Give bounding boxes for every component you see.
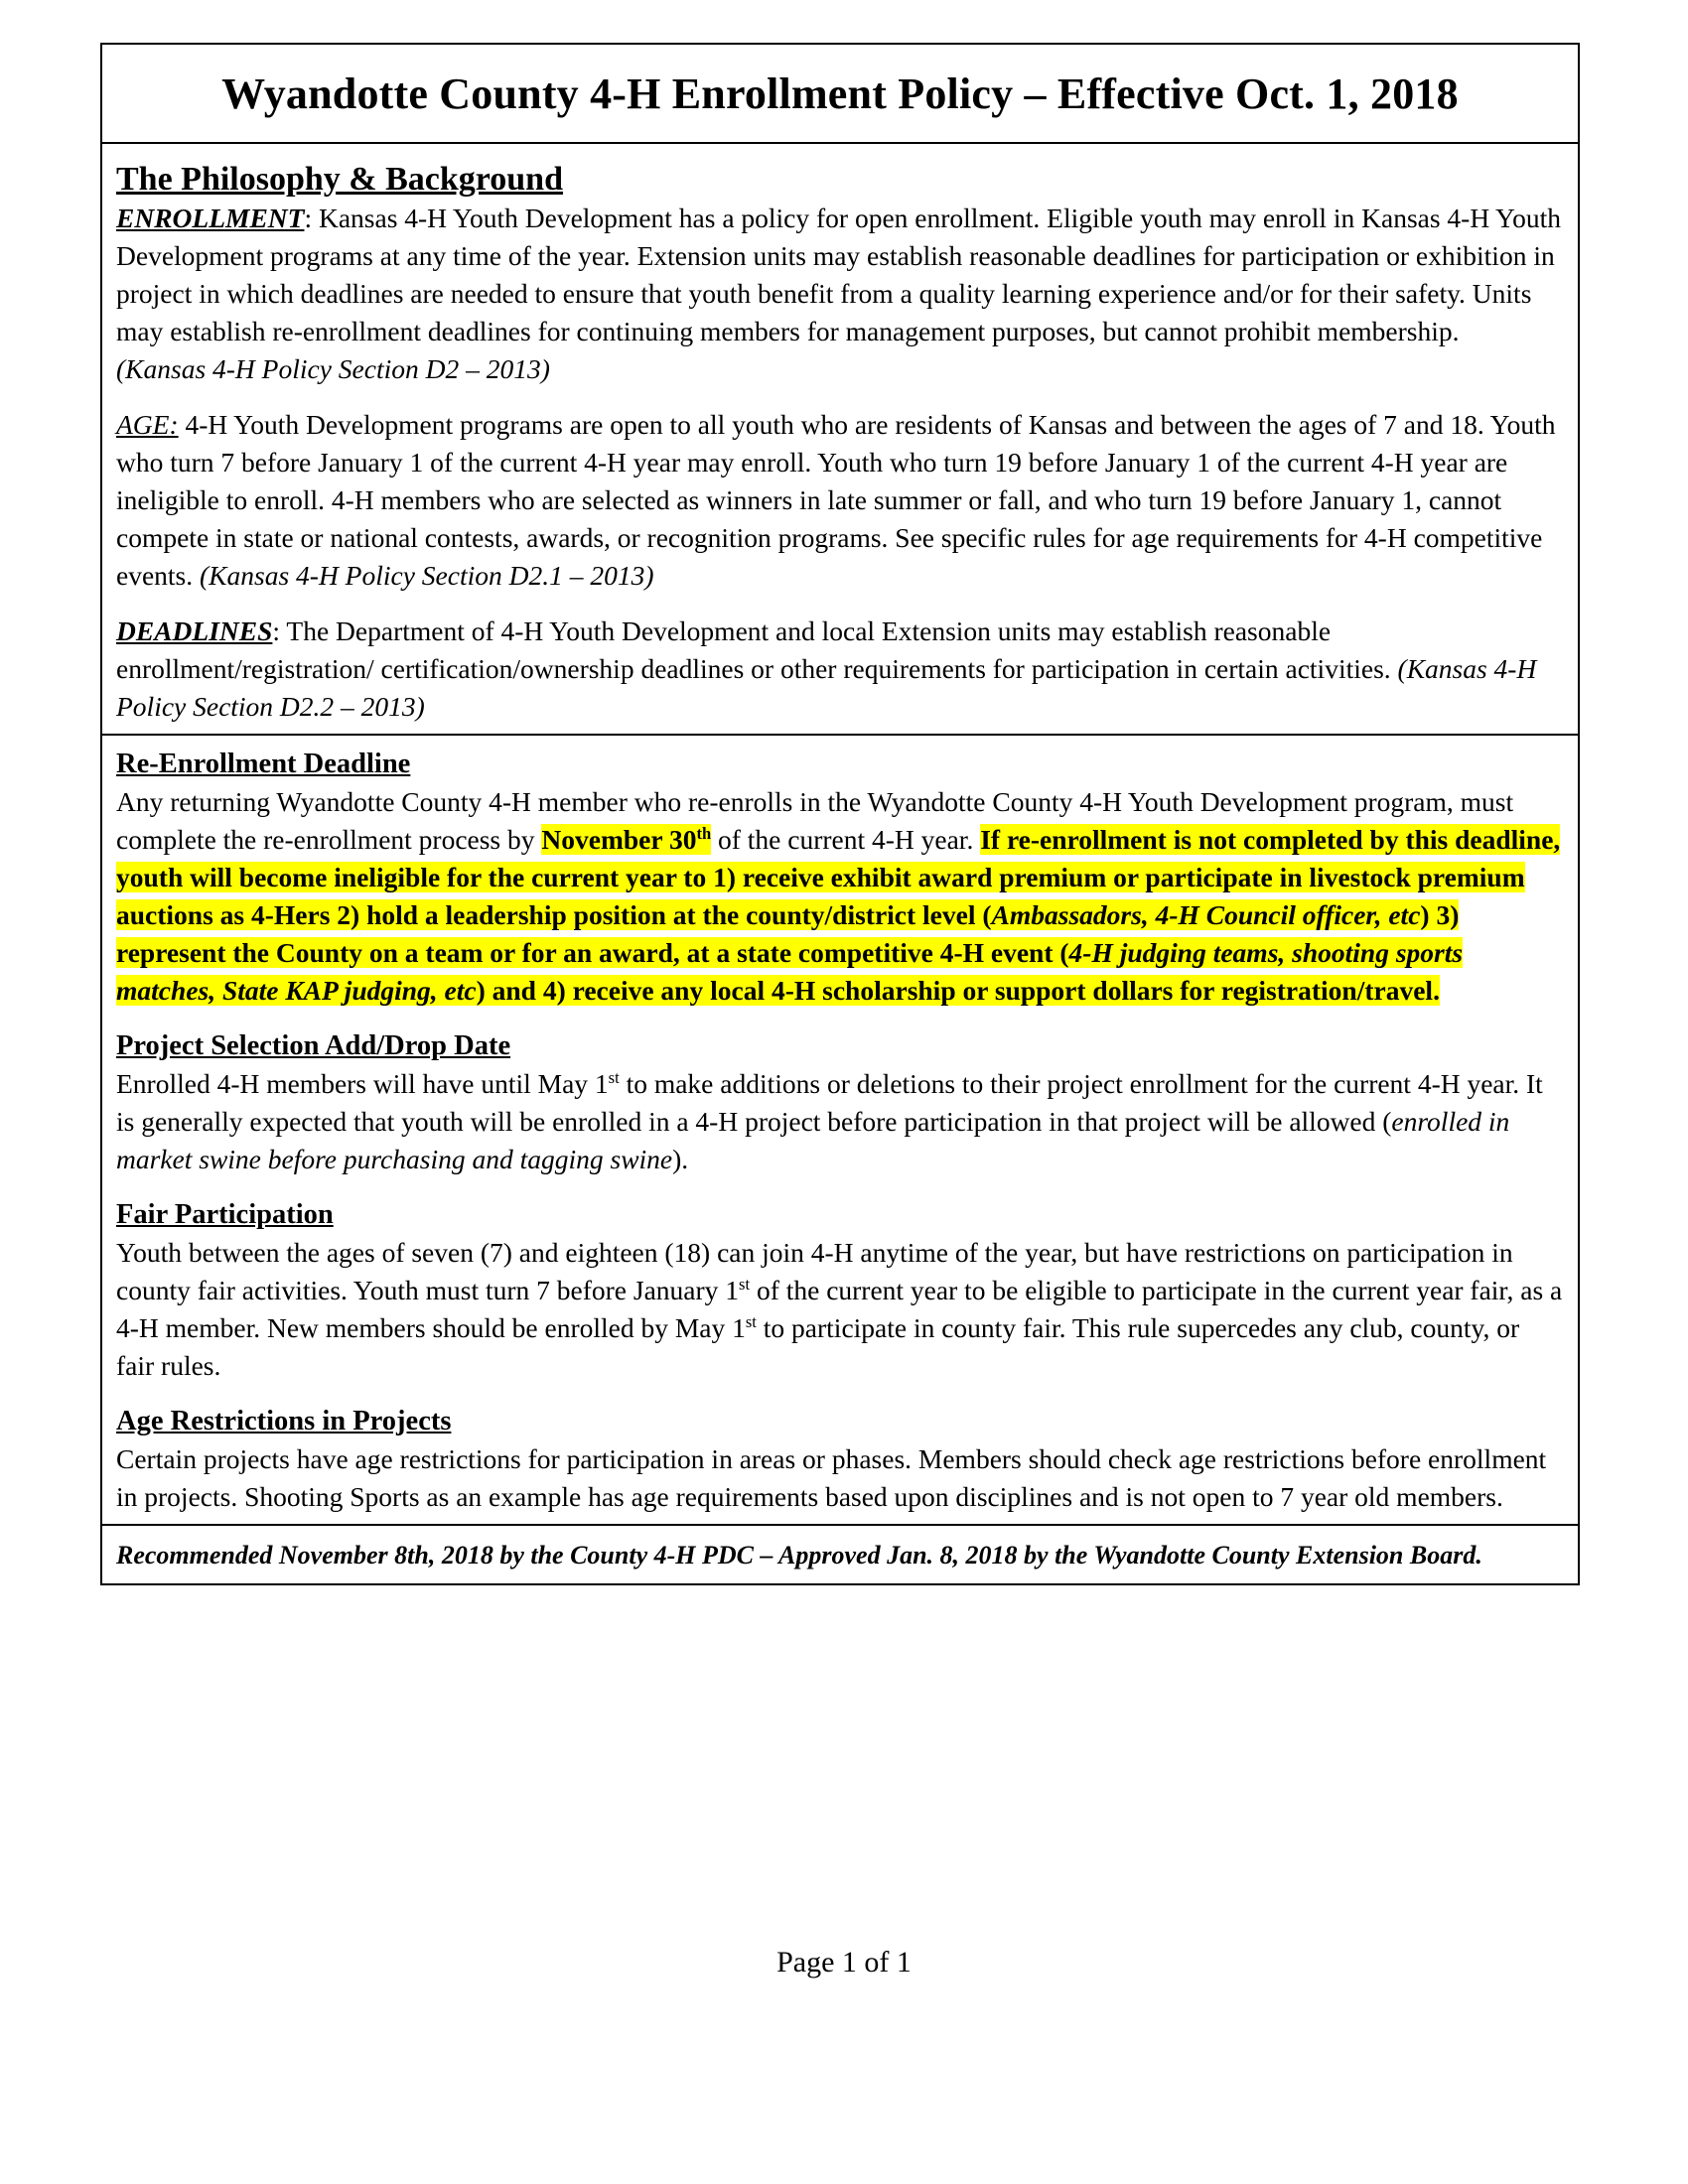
deadlines-label: DEADLINES — [116, 615, 273, 646]
policy-frame — [100, 43, 1580, 1585]
enrollment-text: : Kansas 4-H Youth Development has a policy for open enrollment. Eligible youth may enroll in Kansas 4-H Youth Development programs at any time of the year. Extension units may establish reasonable deadlines for participation or exhibition in project in which deadlines are needed to ensure that youth benefit from a quality learning experience and/or for their safety. Units may establish re-enrollment deadlines for continuing members for management purposes, but cannot prohibit membership. — [116, 203, 1562, 346]
age-citation: (Kansas 4-H Policy Section D2.1 – 2013) — [200, 560, 654, 591]
philosophy-section — [102, 144, 1578, 736]
age-restrictions-heading: Age Restrictions in Projects — [116, 1406, 452, 1436]
fair-participation-paragraph: Youth between the ages of seven (7) and eighteen (18) can join 4-H anytime of the year, but have restrictions on participation in county fair activities. Youth must turn 7 before January 1st of the current year to be eligible to participate in the current year fair, as a 4-H member. New members should be enrolled by May 1st to participate in county fair. This rule supercedes any club, county, or fair rules. — [116, 1237, 1563, 1381]
enrollment-paragraph — [116, 200, 1564, 388]
rules-section — [102, 736, 1578, 1526]
deadlines-citation: (Kansas 4-H Policy Section D2.2 – 2013) — [116, 653, 1537, 722]
enrollment-label: ENROLLMENT — [116, 203, 305, 233]
page-number: Page 1 of 1 — [776, 1946, 912, 1979]
philosophy-heading: The Philosophy & Background — [116, 161, 564, 198]
reenrollment-heading: Re-Enrollment Deadline — [116, 749, 411, 779]
age-label: AGE: — [116, 409, 179, 440]
reenrollment-highlight-2: ) 3) represent the County on a team or for an award, at a state competitive 4-H event ( — [116, 899, 1460, 968]
reenrollment-text-before: Any returning Wyandotte County 4-H member who re-enrolls in the Wyandotte County 4-H Youth Development program, must complete the re-enrollment process by — [116, 786, 1514, 855]
deadlines-paragraph — [116, 613, 1564, 726]
reenrollment-highlight-italic-2: 4-H judging teams, shooting sports matches, State KAP judging, etc — [116, 937, 1464, 1006]
reenrollment-highlight-italic-1: Ambassadors, 4-H Council officer, etc — [991, 899, 1421, 930]
reenrollment-deadline-date: November 30th — [541, 823, 712, 855]
age-text: 4-H Youth Development programs are open to all youth who are residents of Kansas and between the ages of 7 and 18. Youth who turn 7 before January 1 of the current 4-H year may enroll. Youth who turn 19 before January 1 of the current 4-H year are ineligible to enroll. 4-H members who are selected as winners in late summer or fall, and who turn 19 before January 1, cannot compete in state or national contests, awards, or recognition programs. See specific rules for age requirements for 4-H competitive events. — [116, 409, 1556, 591]
reenrollment-highlight-1: If re-enrollment is not completed by this deadline, youth will become ineligible for the current year to 1) receive exhibit award premium or participate in livestock premium auctions as 4-Hers 2) hold a leadership position at the county/district level ( — [116, 824, 1561, 930]
deadlines-text: : The Department of 4-H Youth Development and local Extension units may establish reasonable enrollment/registration/ certification/ownership deadlines or other requirements for participation in certain activities. — [116, 615, 1398, 684]
reenrollment-highlight-3: ) and 4) receive any local 4-H scholarship or support dollars for registration/travel. — [476, 975, 1440, 1006]
reenrollment-text-mid: of the current 4-H year. — [711, 824, 981, 855]
document-title: Wyandotte County 4-H Enrollment Policy – Effective Oct. 1, 2018 — [221, 68, 1459, 118]
fair-participation-heading: Fair Participation — [116, 1199, 334, 1230]
approval-note: Recommended November 8th, 2018 by the County 4-H PDC – Approved Jan. 8, 2018 by the Wyandotte County Extension Board. — [116, 1541, 1482, 1570]
enrollment-citation: (Kansas 4-H Policy Section D2 – 2013) — [116, 353, 550, 384]
reenrollment-paragraph — [116, 783, 1564, 1010]
project-selection-heading: Project Selection Add/Drop Date — [116, 1030, 511, 1061]
age-paragraph — [116, 406, 1564, 595]
title-row — [102, 45, 1578, 144]
age-restrictions-paragraph: Certain projects have age restrictions for participation in areas or phases. Members should check age restrictions before enrollment in projects. Shooting Sports as an example has age requirements based upon disciplines and is not open to 7 year old members. — [116, 1443, 1547, 1512]
project-selection-paragraph: Enrolled 4-H members will have until May 1st to make additions or deletions to their project enrollment for the current 4-H year. It is generally expected that youth will be enrolled in a 4-H project before participation in that project will be allowed (enrolled in market swine before purchasing and tagging swine). — [116, 1067, 1543, 1174]
